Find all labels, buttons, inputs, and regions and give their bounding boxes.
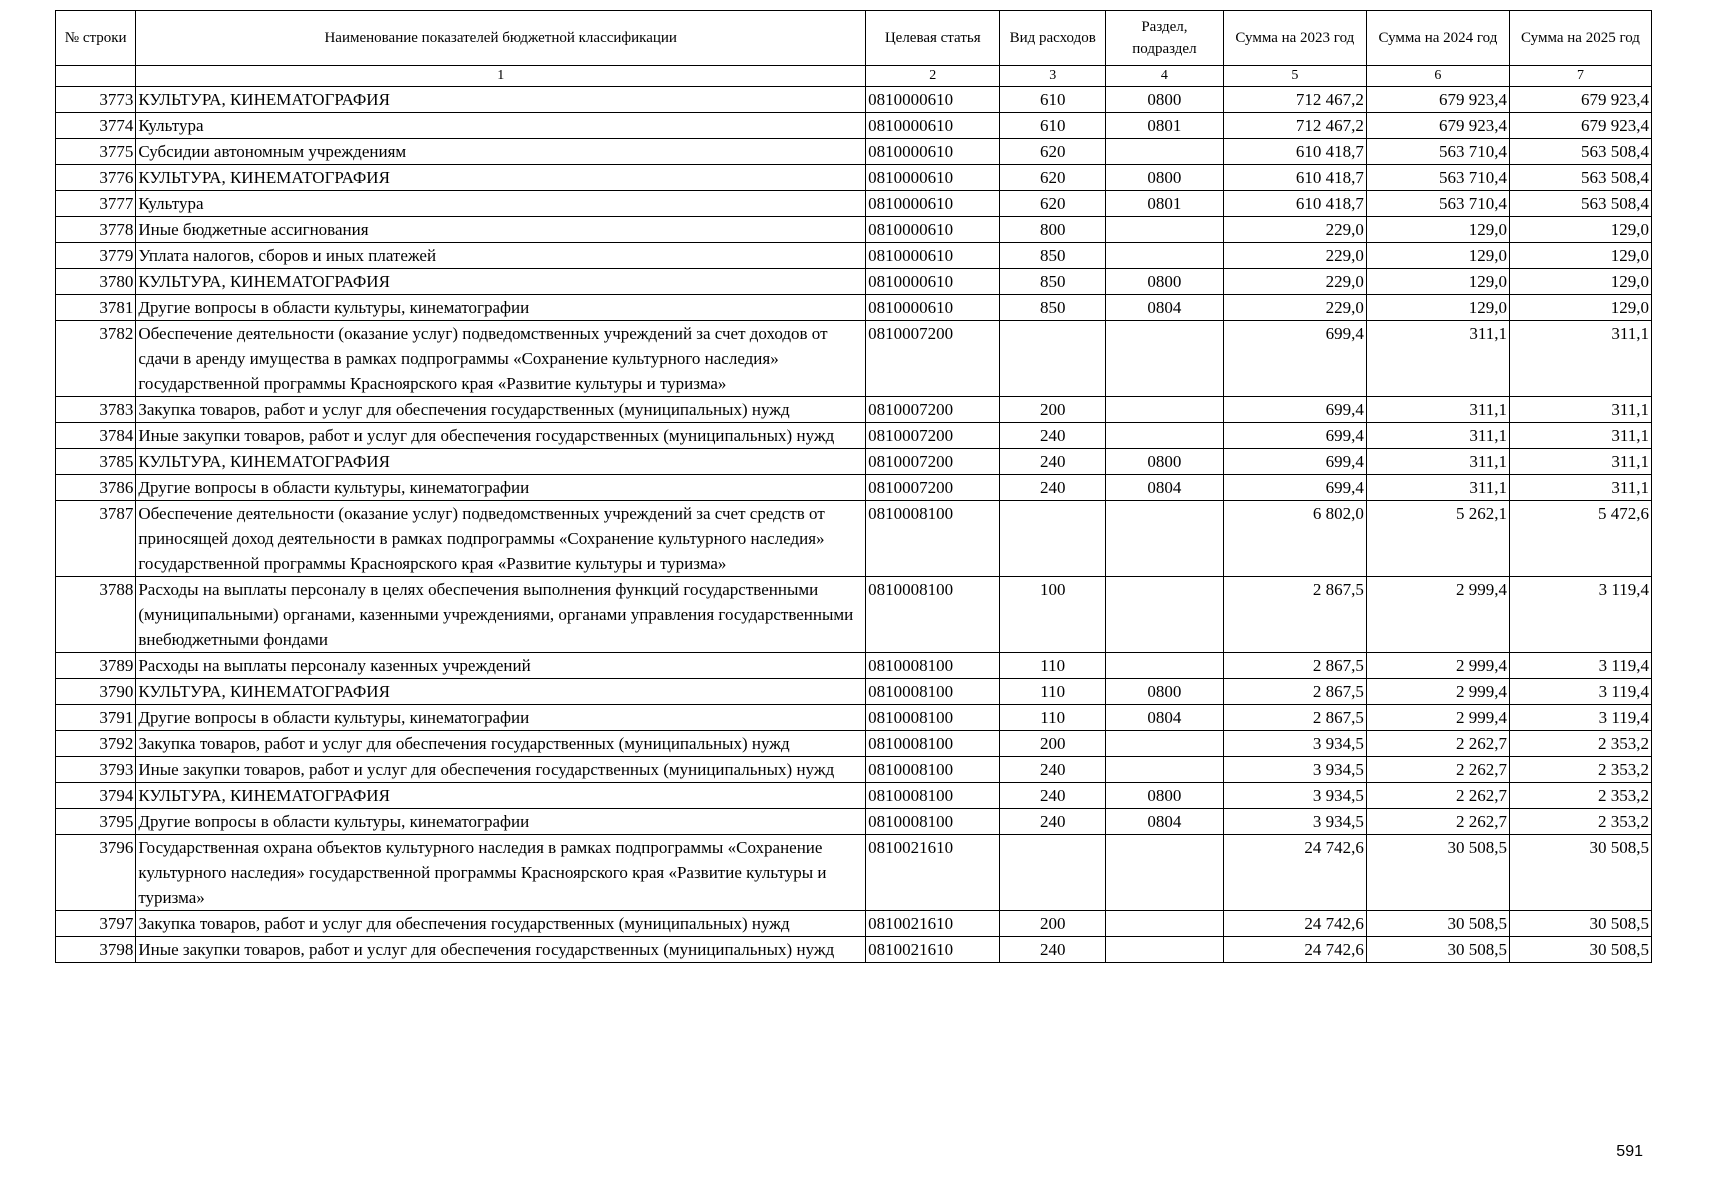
indicator-name-cell: Расходы на выплаты персоналу в целях обеспечения выполнения функций государственными (муниципальными) органами, казенными учреждениями, органами управления государственными внебюджетными фондами — [136, 577, 866, 653]
table-row — [56, 165, 1652, 191]
indicator-name-cell: Государственная охрана объектов культурного наследия в рамках подпрограммы «Сохранение культурного наследия» государственной программы Красноярского края «Развитие культуры и туризма» — [136, 835, 866, 911]
table-row — [56, 501, 1652, 577]
sum-2023-cell: 2 867,5 — [1223, 653, 1366, 679]
sum-2024-cell: 311,1 — [1366, 423, 1509, 449]
table-row — [56, 653, 1652, 679]
expense-kind-cell: 850 — [1000, 243, 1106, 269]
sum-2023-cell: 610 418,7 — [1223, 139, 1366, 165]
expense-kind-cell: 240 — [1000, 475, 1106, 501]
sum-2025-cell: 129,0 — [1509, 295, 1651, 321]
sum-2024-cell: 311,1 — [1366, 449, 1509, 475]
row-number-cell: 3780 — [56, 269, 136, 295]
column-number: 1 — [136, 66, 866, 87]
sum-2024-cell: 2 999,4 — [1366, 705, 1509, 731]
row-number-cell: 3777 — [56, 191, 136, 217]
indicator-name-cell: Иные закупки товаров, работ и услуг для обеспечения государственных (муниципальных) нужд — [136, 937, 866, 963]
indicator-name-cell: КУЛЬТУРА, КИНЕМАТОГРАФИЯ — [136, 783, 866, 809]
table-row — [56, 139, 1652, 165]
target-code-cell: 0810008100 — [866, 679, 1000, 705]
sum-2023-cell: 699,4 — [1223, 449, 1366, 475]
table-row — [56, 423, 1652, 449]
sum-2023-cell: 2 867,5 — [1223, 679, 1366, 705]
header-section: Раздел, подраздел — [1106, 11, 1224, 66]
table-row — [56, 679, 1652, 705]
sum-2025-cell: 129,0 — [1509, 217, 1651, 243]
expense-kind-cell: 240 — [1000, 783, 1106, 809]
column-number — [56, 66, 136, 87]
section-cell: 0800 — [1106, 449, 1224, 475]
expense-kind-cell: 800 — [1000, 217, 1106, 243]
row-number-cell: 3797 — [56, 911, 136, 937]
indicator-name-cell: КУЛЬТУРА, КИНЕМАТОГРАФИЯ — [136, 449, 866, 475]
expense-kind-cell: 620 — [1000, 139, 1106, 165]
target-code-cell: 0810000610 — [866, 113, 1000, 139]
column-number: 5 — [1223, 66, 1366, 87]
table-row — [56, 705, 1652, 731]
indicator-name-cell: Другие вопросы в области культуры, кинематографии — [136, 705, 866, 731]
section-cell — [1106, 423, 1224, 449]
sum-2025-cell: 311,1 — [1509, 321, 1651, 397]
target-code-cell: 0810008100 — [866, 731, 1000, 757]
expense-kind-cell: 110 — [1000, 679, 1106, 705]
sum-2025-cell: 2 353,2 — [1509, 783, 1651, 809]
sum-2025-cell: 563 508,4 — [1509, 139, 1651, 165]
section-cell — [1106, 139, 1224, 165]
indicator-name-cell: КУЛЬТУРА, КИНЕМАТОГРАФИЯ — [136, 165, 866, 191]
target-code-cell: 0810008100 — [866, 653, 1000, 679]
table-row — [56, 731, 1652, 757]
row-number-cell: 3782 — [56, 321, 136, 397]
section-cell: 0800 — [1106, 165, 1224, 191]
sum-2025-cell: 311,1 — [1509, 423, 1651, 449]
sum-2024-cell: 563 710,4 — [1366, 139, 1509, 165]
target-code-cell: 0810000610 — [866, 87, 1000, 113]
indicator-name-cell: Культура — [136, 113, 866, 139]
target-code-cell: 0810007200 — [866, 423, 1000, 449]
target-code-cell: 0810000610 — [866, 217, 1000, 243]
sum-2024-cell: 129,0 — [1366, 295, 1509, 321]
target-code-cell: 0810008100 — [866, 501, 1000, 577]
sum-2024-cell: 563 710,4 — [1366, 191, 1509, 217]
expense-kind-cell — [1000, 835, 1106, 911]
section-cell: 0801 — [1106, 191, 1224, 217]
target-code-cell: 0810000610 — [866, 139, 1000, 165]
sum-2024-cell: 311,1 — [1366, 475, 1509, 501]
sum-2025-cell: 563 508,4 — [1509, 165, 1651, 191]
indicator-name-cell: Закупка товаров, работ и услуг для обеспечения государственных (муниципальных) нужд — [136, 911, 866, 937]
table-row — [56, 397, 1652, 423]
sum-2023-cell: 610 418,7 — [1223, 191, 1366, 217]
header-kind: Вид расходов — [1000, 11, 1106, 66]
row-number-cell: 3791 — [56, 705, 136, 731]
indicator-name-cell: Иные бюджетные ассигнования — [136, 217, 866, 243]
expense-kind-cell: 110 — [1000, 705, 1106, 731]
sum-2025-cell: 2 353,2 — [1509, 731, 1651, 757]
table-row — [56, 191, 1652, 217]
sum-2024-cell: 2 262,7 — [1366, 731, 1509, 757]
sum-2024-cell: 30 508,5 — [1366, 835, 1509, 911]
indicator-name-cell: Иные закупки товаров, работ и услуг для обеспечения государственных (муниципальных) нужд — [136, 423, 866, 449]
sum-2023-cell: 2 867,5 — [1223, 577, 1366, 653]
table-row — [56, 295, 1652, 321]
indicator-name-cell: КУЛЬТУРА, КИНЕМАТОГРАФИЯ — [136, 269, 866, 295]
table-row — [56, 911, 1652, 937]
indicator-name-cell: Субсидии автономным учреждениям — [136, 139, 866, 165]
row-number-cell: 3773 — [56, 87, 136, 113]
indicator-name-cell: Обеспечение деятельности (оказание услуг) подведомственных учреждений за счет доходов от сдачи в аренду имущества в рамках подпрограммы «Сохранение культурного наследия» государственной программы Красноярского края «Развитие культуры и туризма» — [136, 321, 866, 397]
sum-2024-cell: 2 262,7 — [1366, 783, 1509, 809]
sum-2025-cell: 30 508,5 — [1509, 835, 1651, 911]
indicator-name-cell: Другие вопросы в области культуры, кинематографии — [136, 475, 866, 501]
row-number-cell: 3781 — [56, 295, 136, 321]
row-number-cell: 3775 — [56, 139, 136, 165]
table-row — [56, 449, 1652, 475]
page-number: 591 — [1616, 1143, 1643, 1160]
header-row-no: № строки — [56, 11, 136, 66]
row-number-cell: 3783 — [56, 397, 136, 423]
target-code-cell: 0810008100 — [866, 809, 1000, 835]
sum-2024-cell: 30 508,5 — [1366, 911, 1509, 937]
sum-2023-cell: 3 934,5 — [1223, 809, 1366, 835]
sum-2025-cell: 30 508,5 — [1509, 937, 1651, 963]
sum-2023-cell: 24 742,6 — [1223, 835, 1366, 911]
sum-2025-cell: 2 353,2 — [1509, 757, 1651, 783]
target-code-cell: 0810008100 — [866, 757, 1000, 783]
section-cell — [1106, 911, 1224, 937]
expense-kind-cell — [1000, 321, 1106, 397]
column-number: 7 — [1509, 66, 1651, 87]
sum-2023-cell: 3 934,5 — [1223, 731, 1366, 757]
section-cell: 0800 — [1106, 269, 1224, 295]
section-cell: 0801 — [1106, 113, 1224, 139]
sum-2025-cell: 679 923,4 — [1509, 87, 1651, 113]
row-number-cell: 3787 — [56, 501, 136, 577]
indicator-name-cell: Закупка товаров, работ и услуг для обеспечения государственных (муниципальных) нужд — [136, 397, 866, 423]
expense-kind-cell: 110 — [1000, 653, 1106, 679]
row-number-cell: 3796 — [56, 835, 136, 911]
row-number-cell: 3793 — [56, 757, 136, 783]
target-code-cell: 0810007200 — [866, 397, 1000, 423]
sum-2023-cell: 24 742,6 — [1223, 937, 1366, 963]
row-number-cell: 3795 — [56, 809, 136, 835]
sum-2023-cell: 3 934,5 — [1223, 757, 1366, 783]
indicator-name-cell: Другие вопросы в области культуры, кинематографии — [136, 809, 866, 835]
expense-kind-cell: 100 — [1000, 577, 1106, 653]
sum-2024-cell: 5 262,1 — [1366, 501, 1509, 577]
sum-2024-cell: 679 923,4 — [1366, 113, 1509, 139]
column-number: 6 — [1366, 66, 1509, 87]
target-code-cell: 0810008100 — [866, 705, 1000, 731]
row-number-cell: 3778 — [56, 217, 136, 243]
sum-2024-cell: 311,1 — [1366, 321, 1509, 397]
expense-kind-cell — [1000, 501, 1106, 577]
sum-2024-cell: 129,0 — [1366, 269, 1509, 295]
target-code-cell: 0810021610 — [866, 937, 1000, 963]
sum-2025-cell: 3 119,4 — [1509, 577, 1651, 653]
row-number-cell: 3792 — [56, 731, 136, 757]
row-number-cell: 3786 — [56, 475, 136, 501]
section-cell — [1106, 937, 1224, 963]
sum-2023-cell: 6 802,0 — [1223, 501, 1366, 577]
expense-kind-cell: 610 — [1000, 87, 1106, 113]
row-number-cell: 3779 — [56, 243, 136, 269]
sum-2024-cell: 2 262,7 — [1366, 809, 1509, 835]
sum-2025-cell: 311,1 — [1509, 397, 1651, 423]
target-code-cell: 0810000610 — [866, 269, 1000, 295]
table-row — [56, 937, 1652, 963]
table-row — [56, 835, 1652, 911]
table-row — [56, 321, 1652, 397]
expense-kind-cell: 200 — [1000, 731, 1106, 757]
table-row — [56, 269, 1652, 295]
table-row — [56, 475, 1652, 501]
document-page — [55, 10, 1655, 1160]
sum-2024-cell: 2 999,4 — [1366, 653, 1509, 679]
sum-2023-cell: 229,0 — [1223, 295, 1366, 321]
sum-2024-cell: 311,1 — [1366, 397, 1509, 423]
table-row — [56, 577, 1652, 653]
sum-2023-cell: 229,0 — [1223, 217, 1366, 243]
sum-2023-cell: 699,4 — [1223, 423, 1366, 449]
section-cell: 0804 — [1106, 475, 1224, 501]
target-code-cell: 0810007200 — [866, 321, 1000, 397]
expense-kind-cell: 850 — [1000, 295, 1106, 321]
indicator-name-cell: КУЛЬТУРА, КИНЕМАТОГРАФИЯ — [136, 87, 866, 113]
header-target: Целевая статья — [866, 11, 1000, 66]
row-number-cell: 3776 — [56, 165, 136, 191]
header-row — [56, 11, 1652, 66]
expense-kind-cell: 200 — [1000, 397, 1106, 423]
sum-2024-cell: 2 262,7 — [1366, 757, 1509, 783]
table-row — [56, 87, 1652, 113]
row-number-cell: 3798 — [56, 937, 136, 963]
target-code-cell: 0810000610 — [866, 243, 1000, 269]
section-cell — [1106, 501, 1224, 577]
sum-2025-cell: 563 508,4 — [1509, 191, 1651, 217]
header-sum-2023: Сумма на 2023 год — [1223, 11, 1366, 66]
sum-2024-cell: 2 999,4 — [1366, 679, 1509, 705]
indicator-name-cell: Иные закупки товаров, работ и услуг для обеспечения государственных (муниципальных) нужд — [136, 757, 866, 783]
sum-2023-cell: 3 934,5 — [1223, 783, 1366, 809]
sum-2025-cell: 311,1 — [1509, 475, 1651, 501]
section-cell: 0800 — [1106, 783, 1224, 809]
section-cell — [1106, 217, 1224, 243]
table-row — [56, 757, 1652, 783]
sum-2023-cell: 712 467,2 — [1223, 113, 1366, 139]
expense-kind-cell: 850 — [1000, 269, 1106, 295]
row-number-cell: 3788 — [56, 577, 136, 653]
column-number: 4 — [1106, 66, 1224, 87]
sum-2023-cell: 610 418,7 — [1223, 165, 1366, 191]
sum-2025-cell: 679 923,4 — [1509, 113, 1651, 139]
table-row — [56, 113, 1652, 139]
section-cell: 0800 — [1106, 679, 1224, 705]
section-cell — [1106, 243, 1224, 269]
expense-kind-cell: 240 — [1000, 809, 1106, 835]
sum-2025-cell: 3 119,4 — [1509, 653, 1651, 679]
target-code-cell: 0810021610 — [866, 835, 1000, 911]
section-cell — [1106, 397, 1224, 423]
sum-2023-cell: 699,4 — [1223, 397, 1366, 423]
sum-2025-cell: 30 508,5 — [1509, 911, 1651, 937]
indicator-name-cell: Расходы на выплаты персоналу казенных учреждений — [136, 653, 866, 679]
sum-2024-cell: 129,0 — [1366, 243, 1509, 269]
sum-2024-cell: 563 710,4 — [1366, 165, 1509, 191]
row-number-cell: 3774 — [56, 113, 136, 139]
section-cell: 0800 — [1106, 87, 1224, 113]
sum-2024-cell: 679 923,4 — [1366, 87, 1509, 113]
target-code-cell: 0810008100 — [866, 577, 1000, 653]
expense-kind-cell: 620 — [1000, 191, 1106, 217]
section-cell — [1106, 757, 1224, 783]
section-cell: 0804 — [1106, 809, 1224, 835]
budget-table — [55, 10, 1652, 963]
sum-2025-cell: 5 472,6 — [1509, 501, 1651, 577]
sum-2023-cell: 24 742,6 — [1223, 911, 1366, 937]
sum-2025-cell: 2 353,2 — [1509, 809, 1651, 835]
sum-2023-cell: 229,0 — [1223, 243, 1366, 269]
indicator-name-cell: Уплата налогов, сборов и иных платежей — [136, 243, 866, 269]
expense-kind-cell: 620 — [1000, 165, 1106, 191]
section-cell: 0804 — [1106, 705, 1224, 731]
sum-2024-cell: 30 508,5 — [1366, 937, 1509, 963]
expense-kind-cell: 240 — [1000, 449, 1106, 475]
indicator-name-cell: Обеспечение деятельности (оказание услуг) подведомственных учреждений за счет средств от приносящей доход деятельности в рамках подпрограммы «Сохранение культурного наследия» государственной программы Красноярского края «Развитие культуры и туризма» — [136, 501, 866, 577]
sum-2024-cell: 129,0 — [1366, 217, 1509, 243]
table-body — [56, 87, 1652, 963]
target-code-cell: 0810000610 — [866, 165, 1000, 191]
sum-2023-cell: 699,4 — [1223, 321, 1366, 397]
sum-2025-cell: 3 119,4 — [1509, 679, 1651, 705]
column-number: 3 — [1000, 66, 1106, 87]
expense-kind-cell: 200 — [1000, 911, 1106, 937]
row-number-cell: 3790 — [56, 679, 136, 705]
sum-2023-cell: 699,4 — [1223, 475, 1366, 501]
expense-kind-cell: 240 — [1000, 423, 1106, 449]
section-cell — [1106, 577, 1224, 653]
section-cell — [1106, 731, 1224, 757]
header-sum-2024: Сумма на 2024 год — [1366, 11, 1509, 66]
indicator-name-cell: КУЛЬТУРА, КИНЕМАТОГРАФИЯ — [136, 679, 866, 705]
sum-2025-cell: 129,0 — [1509, 269, 1651, 295]
section-cell: 0804 — [1106, 295, 1224, 321]
target-code-cell: 0810007200 — [866, 475, 1000, 501]
expense-kind-cell: 610 — [1000, 113, 1106, 139]
expense-kind-cell: 240 — [1000, 937, 1106, 963]
sum-2023-cell: 2 867,5 — [1223, 705, 1366, 731]
table-row — [56, 809, 1652, 835]
row-number-cell: 3794 — [56, 783, 136, 809]
sum-2023-cell: 229,0 — [1223, 269, 1366, 295]
target-code-cell: 0810000610 — [866, 295, 1000, 321]
column-number: 2 — [866, 66, 1000, 87]
expense-kind-cell: 240 — [1000, 757, 1106, 783]
target-code-cell: 0810021610 — [866, 911, 1000, 937]
table-row — [56, 217, 1652, 243]
target-code-cell: 0810008100 — [866, 783, 1000, 809]
row-number-cell: 3785 — [56, 449, 136, 475]
sum-2025-cell: 311,1 — [1509, 449, 1651, 475]
sum-2025-cell: 129,0 — [1509, 243, 1651, 269]
column-number-row — [56, 66, 1652, 87]
section-cell — [1106, 321, 1224, 397]
indicator-name-cell: Другие вопросы в области культуры, кинематографии — [136, 295, 866, 321]
target-code-cell: 0810000610 — [866, 191, 1000, 217]
table-row — [56, 243, 1652, 269]
row-number-cell: 3784 — [56, 423, 136, 449]
header-sum-2025: Сумма на 2025 год — [1509, 11, 1651, 66]
table-row — [56, 783, 1652, 809]
section-cell — [1106, 653, 1224, 679]
sum-2025-cell: 3 119,4 — [1509, 705, 1651, 731]
indicator-name-cell: Культура — [136, 191, 866, 217]
row-number-cell: 3789 — [56, 653, 136, 679]
header-name: Наименование показателей бюджетной классификации — [136, 11, 866, 66]
sum-2023-cell: 712 467,2 — [1223, 87, 1366, 113]
section-cell — [1106, 835, 1224, 911]
target-code-cell: 0810007200 — [866, 449, 1000, 475]
indicator-name-cell: Закупка товаров, работ и услуг для обеспечения государственных (муниципальных) нужд — [136, 731, 866, 757]
sum-2024-cell: 2 999,4 — [1366, 577, 1509, 653]
